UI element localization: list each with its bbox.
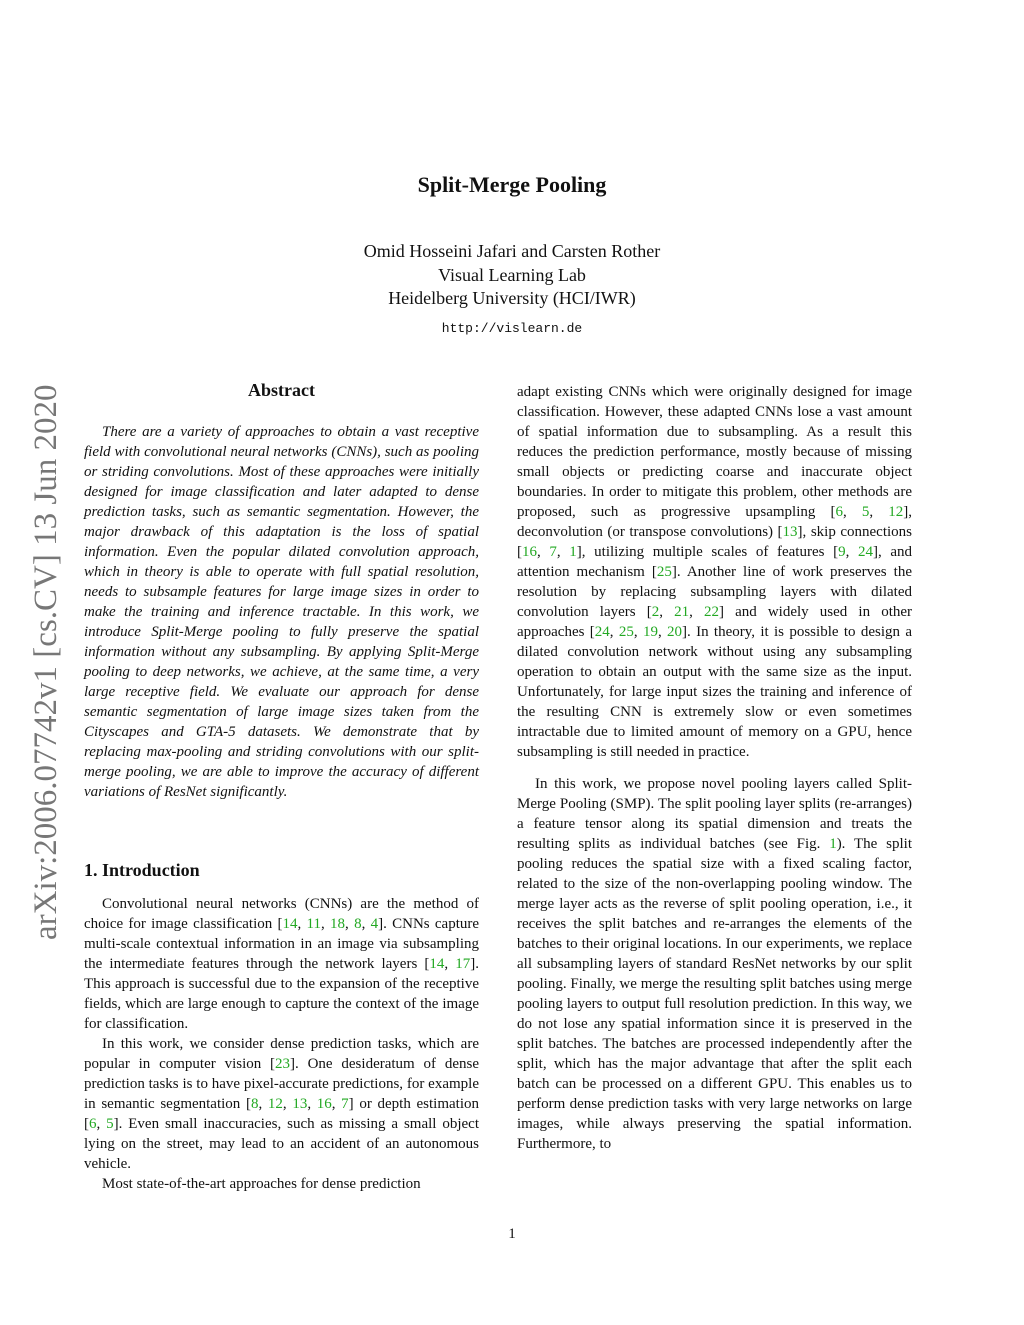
right-column-body	[517, 382, 912, 1154]
introduction-heading: 1. Introduction	[84, 860, 200, 880]
citation-link[interactable]: 11	[306, 916, 321, 932]
citation-link[interactable]: 24	[594, 624, 610, 640]
author-names: Omid Hosseini Jafari and Carsten Rother	[363, 241, 661, 261]
citation-link[interactable]: 2	[651, 604, 660, 620]
citation-link[interactable]: 18	[330, 916, 346, 932]
citation-link[interactable]: 16	[316, 1096, 332, 1112]
figure-link[interactable]: 1	[829, 836, 837, 852]
citation-link[interactable]: 6	[835, 504, 843, 520]
citation-link[interactable]: 1	[569, 544, 577, 560]
citation-link[interactable]: 25	[656, 564, 672, 580]
citation-link[interactable]: 4	[370, 916, 379, 932]
citation-link[interactable]: 8	[250, 1096, 259, 1112]
right-paragraph-2: In this work, we propose novel pooling layers called Split-Merge Pooling (SMP). The split pooling layer splits (re-arranges) a feature tensor along its spatial dimension and treats the resulting splits as individual batches (see Fig. 1). The split pooling reduces the spatial size with a fixed scaling factor, related to the size of the non-overlapping pooling window. The merge layer acts as the reverse of split pooling operation, i.e., it receives the split batches and re-arranges the elements of the batches to their original locations. In our experiments, we replace all subsampling layers of standard ResNet networks by our split pooling. Finally, we merge the resulting split batches using merge pooling layers to output full resolution prediction. In this way, we do not lose any spatial information since it is preserved in the split batches. The batches are processed independently after the split, which has the major advantage that after the split each batch can be processed on a different GPU. This enables us to perform dense prediction tasks with very large networks on large images, while always preserving the spatial information. Furthermore, to	[517, 776, 912, 1152]
citation-link[interactable]: 24	[857, 544, 873, 560]
citation-link[interactable]: 22	[703, 604, 719, 620]
citation-link[interactable]: 23	[275, 1056, 291, 1072]
citation-link[interactable]: 17	[455, 956, 471, 972]
citation-link[interactable]: 12	[888, 504, 904, 520]
arxiv-identifier: arXiv:2006.07742v1 [cs.CV] 13 Jun 2020	[28, 384, 64, 940]
citation-link[interactable]: 7	[341, 1096, 349, 1112]
citation-link[interactable]: 21	[674, 604, 690, 620]
lab-name: Visual Learning Lab	[438, 265, 586, 285]
page-number: 1	[508, 1226, 516, 1242]
citation-link[interactable]: 14	[429, 956, 445, 972]
citation-link[interactable]: 13	[782, 524, 798, 540]
citation-link[interactable]: 19	[642, 624, 658, 640]
citation-link[interactable]: 16	[522, 544, 537, 560]
citation-link[interactable]: 9	[838, 544, 846, 560]
right-paragraph-1: adapt existing CNNs which were originally designed for image classification. However, these adapted CNNs lose a vast amount of spatial information due to subsampling. As a result this reduces the prediction performance, mostly because of missing small objects or predicting coarse and inaccurate object boundaries. In order to mitigate this problem, other methods are proposed, such as progressive upsampling [6, 5, 12], deconvolution (or transpose convolutions) [13], skip connections [16, 7, 1], utilizing multiple scales of features [9, 24], and attention mechanism [25]. Another line of work preserves the resolution by replacing subsampling layers with dilated convolution layers [2, 21, 22] and widely used in other approaches [24, 25, 19, 20]. In theory, it is possible to design a dilated convolution network without using any subsampling operation to obtain an output with the same size as the input. Unfortunately, for large input sizes the training and inference of the resulting CNN is extremely slow or even sometimes intractable due to limited amount of memory on a GPU, hence subsampling is still needed in practice.	[517, 384, 913, 760]
citation-link[interactable]: 7	[549, 544, 557, 560]
intro-paragraph-1: Convolutional neural networks (CNNs) are the method of choice for image classification [14, 11, 18, 8, 4]. CNNs capture multi-scale contextual information in an image via subsampling the intermediate features through the network layers [14, 17]. This approach is successful due to the expansion of the receptive fields, which are large enough to capture the context of the image for classification.	[84, 896, 480, 1032]
citation-link[interactable]: 8	[354, 916, 362, 932]
university-name: Heidelberg University (HCI/IWR)	[388, 288, 636, 308]
lab-url[interactable]: http://vislearn.de	[441, 321, 583, 336]
citation-link[interactable]: 20	[667, 624, 683, 640]
citation-link[interactable]: 12	[267, 1096, 283, 1112]
abstract-text: There are a variety of approaches to obtain a vast receptive field with convolutional neural networks (CNNs), such as pooling or striding convolutions. Most of these approaches were initially designed for image classification and later adapted to dense prediction tasks, such as semantic segmentation. However, the major drawback of this adaptation is the loss of spatial information. Even the popular dilated convolution approach, which in theory is able to operate with full spatial resolution, needs to subsample features for large image sizes in order to make the training and inference tractable. In this work, we introduce Split-Merge pooling to fully preserve the spatial information without any subsampling. By applying Split-Merge pooling to deep networks, we achieve, at the same time, a very large receptive field. We evaluate our approach for dense semantic segmentation of large image sizes taken from the Cityscapes and GTA-5 datasets. We demonstrate that by replacing max-pooling and striding convolutions with our split-merge pooling, we are able to improve the accuracy of different variations of ResNet significantly.	[84, 424, 479, 800]
citation-link[interactable]: 5	[106, 1116, 114, 1132]
abstract-heading: Abstract	[248, 380, 315, 400]
citation-link[interactable]: 6	[89, 1116, 97, 1132]
intro-paragraph-3: Most state-of-the-art approaches for dense prediction	[102, 1176, 421, 1192]
citation-link[interactable]: 13	[292, 1096, 308, 1112]
intro-paragraph-2: In this work, we consider dense prediction tasks, which are popular in computer vision [23]. One desideratum of dense prediction tasks is to have pixel-accurate predictions, for example in semantic segmentation [8, 12, 13, 16, 7] or depth estimation [6, 5]. Even small inaccuracies, such as missing a small object lying on the street, may lead to an accident of an autonomous vehicle.	[84, 1036, 479, 1172]
citation-link[interactable]: 5	[861, 504, 870, 520]
abstract-body	[84, 422, 479, 802]
paper-title: Split-Merge Pooling	[417, 172, 607, 197]
citation-link[interactable]: 14	[282, 916, 298, 932]
lab-url-line	[0, 316, 1024, 337]
citation-link[interactable]: 25	[618, 624, 634, 640]
introduction-body	[84, 894, 479, 1194]
